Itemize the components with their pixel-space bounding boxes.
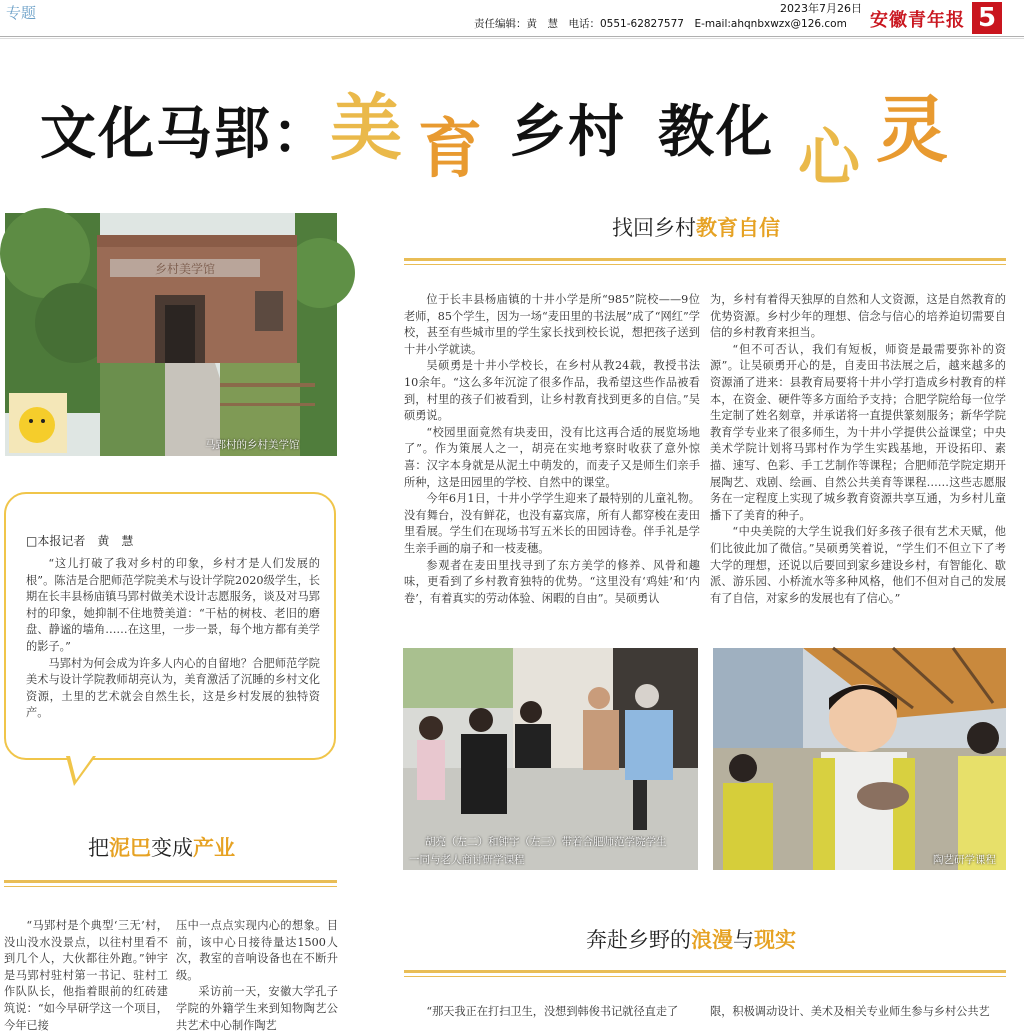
article1-c2-p1: 为，乡村有着得天独厚的自然和人文资源，这是自然教育的优势资源。乡村少年的理想、信念与信心的培养迫切需要自信的乡村教育来担当。	[710, 293, 1006, 340]
bubble-text	[26, 556, 320, 746]
hall-sign-text: 乡村美学馆	[154, 262, 216, 276]
photo-pottery-class	[713, 648, 1006, 870]
headline-part1: 文化马郢：	[40, 101, 330, 167]
headline-yu: 育	[418, 112, 482, 187]
article2-c1-p1: “马郢村是个典型‘三无’村，没山没水没景点，以往村里看不到几个人，大伙都往外跑。”钟宇是马郢村驻村第一书记、驻村工作队队长，他指着眼前的红砖建筑说：“如今早研学这一个项目，今年已接	[4, 919, 168, 1032]
section1-rule	[404, 258, 1006, 261]
pottery-class-image	[713, 648, 1006, 870]
section-heading-romance-reality	[586, 924, 796, 954]
header-divider	[0, 36, 1024, 37]
article2-c2-p2: 采访前一天，安徽大学孔子学院的外籍学生来到知物陶艺公共艺术中心制作陶艺	[176, 985, 338, 1032]
photo-caption-discussion-2: 一同与老人商讨研学课程	[409, 854, 525, 866]
article1-c1-p4: 今年6月1日，十井小学学生迎来了最特别的儿童礼物。没有舞台，没有鲜花，也没有嘉宾席，所有人都穿梭在麦田里看展。学生们在现场书写五米长的田园诗卷。伴手礼是学生亲手画的扇子和一枝麦穗。	[404, 492, 700, 555]
article2-c2-p1: 压中一点点实现内心的想象。目前，该中心日接待量达1500人次，教室的音响设备也在不断升级。	[176, 919, 338, 982]
article3-column1	[404, 1004, 700, 1024]
section-heading-clay-industry	[88, 832, 235, 862]
article1-c1-p3: “校园里面竟然有块麦田，没有比这再合适的展览场地了”。作为策展人之一，胡亮在实地考察时收获了意外惊喜：汉字本身就是从泥土中萌发的，而麦子又是师生们亲手所种，这是田园里的学校、自然中的课堂。	[404, 425, 700, 489]
article3-c2-p1: 限，积极调动设计、美术及相关专业师生参与乡村公共艺	[710, 1005, 990, 1018]
photo-aesthetics-hall	[5, 213, 337, 456]
section-label: 专题	[6, 4, 37, 22]
headline-part3: 教化	[658, 99, 774, 165]
page-number-badge: 5	[972, 2, 1002, 34]
bubble-p1: “这儿打破了我对乡村的印象，乡村才是人们发展的根”。陈洁是合肥师范学院美术与设计学院2020级学生，长期在长丰县杨庙镇马郢村做美术设计志愿服务，谈及对马郢村的印象，她抑制不住地赞美道：“干枯的树枝、老旧的磨盘、静谧的墙角……在这里，一步一景，每个地方都有美学的影子。”	[26, 557, 320, 653]
page-header	[0, 0, 1024, 38]
article1-c2-p3: “中央美院的大学生说我们好多孩子很有艺术天赋，他们比彼此加了微信。”吴硕勇笑着说，“学生们不但立下了考大学的理想，还说以后要回到家乡建设乡村，有智能化、歇派、游乐园、小桥流水等多种风格，他们不但对自己的发展有了自信，对家乡的发展也有了信心。”	[710, 525, 1006, 605]
article1-c2-p2: “但不可否认，我们有短板，师资是最需要弥补的资源”。让吴硕勇开心的是，自麦田书法展之后，越来越多的资源涌了进来：县教育局要将十井小学打造成乡村教育的样本，在资金、硬件等多方面给予支持；合肥学院给每一位学生定制了姓名刻章，并承诺将一直提供篆刻服务；新华学院教育学专业来了很多师生，为十井小学提供公益课堂；中央美术学院计划将马郢村作为学生实践基地，开设拓印、素描、速写、色彩、手工艺制作等课程；合肥师范学院定期开展陶艺、戏剧、绘画、自然公共美育等课程……这些志愿服务在一定程度上实现了城乡教育资源共享互通，为乡村儿童播下了美育的种子。	[710, 342, 1006, 522]
photo-caption-hall: 马郢村的乡村美学馆	[205, 439, 300, 451]
photo-caption-discussion-1: 胡亮（左二）和钟宇（左三）带着合肥师范学院学生	[425, 836, 667, 848]
headline-ling: 灵	[876, 87, 949, 172]
article3-column2	[710, 1004, 1006, 1024]
section1-rule-thin	[404, 264, 1006, 265]
section1-highlight: 教育自信	[696, 216, 780, 240]
section3-highlight2: 现实	[754, 928, 796, 952]
photo-discussion	[403, 648, 698, 870]
section2-highlight2: 产业	[193, 836, 235, 860]
section3-rule-thin	[404, 976, 1006, 977]
section2-rule	[4, 880, 337, 883]
section2-prefix: 把	[88, 836, 109, 860]
article2-column1	[4, 918, 168, 1032]
headline-mei: 美	[330, 85, 403, 170]
article1-c1-p5: 参观者在麦田里找寻到了东方美学的修养、风骨和趣味，更看到了乡村教育独特的优势。“这里没有‘鸡娃’和‘内卷’，有着真实的劳动体验、闲暇的自由”。吴硕勇认	[404, 558, 700, 605]
article1-column2	[710, 292, 1006, 604]
issue-date: 2023年7月26日	[780, 2, 862, 15]
photo-caption-pottery: 陶艺研学课程	[933, 854, 996, 866]
article2-column2	[176, 918, 338, 1032]
article1-column1	[404, 292, 700, 604]
section-heading-education-confidence	[612, 212, 780, 242]
section3-highlight1: 浪漫	[691, 928, 733, 952]
section3-rule	[404, 970, 1006, 973]
section3-mid: 与	[733, 928, 754, 952]
aesthetics-hall-image	[5, 213, 337, 456]
article1-c1-p1: 位于长丰县杨庙镇的十井小学是所“985”院校——9位老师，85个学生，因为一场“麦田里的书法展”成了“网红”学校，甚至有些城市里的学生家长找到校长说，想把孩子送到十井小学就读。	[404, 293, 700, 356]
section2-mid: 变成	[151, 836, 193, 860]
main-headline	[40, 78, 1000, 194]
newspaper-logo: 安徽青年报	[870, 10, 965, 31]
section2-rule-thin	[4, 886, 337, 887]
section1-prefix: 找回乡村	[612, 216, 696, 240]
editor-contact: 责任编辑：黄 慧 电话：0551-62827577 E-mail:ahqnbxwzx@126.com	[474, 18, 847, 30]
bubble-tail-inner	[70, 756, 93, 780]
bubble-p2: 马郢村为何会成为许多人内心的自留地？合肥师范学院美术与设计学院教师胡亮认为，美育激活了沉睡的乡村文化资源，土里的艺术就会自然生长，这是乡村发展的独特资产。	[26, 656, 320, 720]
header-divider-thin	[0, 38, 1024, 39]
article3-c1-p1: “那天我正在打扫卫生，没想到韩俊书记就径直走了	[426, 1005, 679, 1018]
headline-xin: 心	[798, 121, 861, 194]
section2-highlight1: 泥巴	[109, 836, 151, 860]
section3-prefix: 奔赴乡野的	[586, 928, 691, 952]
reporter-byline: □本报记者 黄 慧	[26, 534, 134, 548]
headline-part2: 乡村	[510, 99, 626, 165]
article1-c1-p2: 吴硕勇是十井小学校长，在乡村从教24载，教授书法10余年。“这么多年沉淀了很多作品，我希望这些作品被看到，村里的孩子们被看到，让乡村教育找到更多的自信。”吴硕勇说。	[404, 359, 700, 423]
